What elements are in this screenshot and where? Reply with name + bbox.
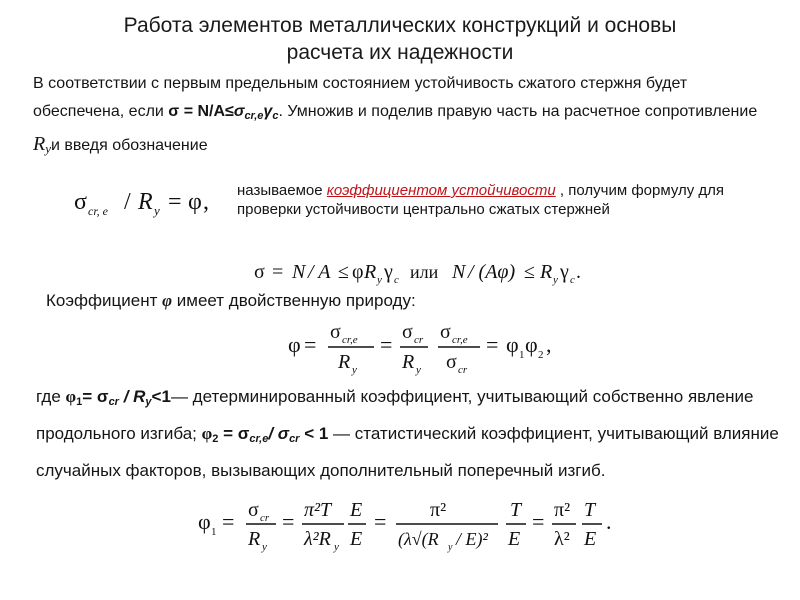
f4-phi-sub: 1 (211, 526, 217, 538)
p4-d: <1 (151, 387, 171, 406)
f4-a-num-sub: cr (260, 512, 270, 524)
p2-post: , получим формулу для проверки устойчивости центрально сжатых стержней (237, 182, 725, 218)
p1-text-a: В соответствии с первым предельным состоянием устойчивость сжатого стержня будет обеспечена, если (33, 75, 688, 120)
title-line-2: расчета их надежности (286, 41, 514, 64)
p1-sigma: σ (233, 103, 245, 120)
f3-d2: R (402, 351, 415, 373)
title-line-1: Работа элементов металлических конструкций и основы (123, 14, 677, 37)
f4-a-den-sub: y (262, 541, 267, 553)
f4-e-num: T (510, 499, 522, 521)
f2-gamma2: γ (560, 261, 569, 283)
formula-phi1-expansion (198, 497, 628, 555)
f4-b-den-sub: y (334, 541, 339, 553)
p4-phi1: φ (65, 387, 77, 406)
p1-text-b: . Умножив и поделив правую часть на расчетное сопротивление (278, 103, 758, 120)
f2-phi: φ (352, 261, 364, 283)
p1-sigma-sub: cr,e (244, 110, 264, 122)
f1-sigma: σ (74, 189, 87, 215)
f4-eq3: = (374, 509, 387, 534)
p1-ry-sub: y (45, 141, 51, 156)
paragraph-coefficient-description (237, 181, 782, 219)
slide-title (40, 12, 760, 66)
f4-d-den-sub: y (448, 542, 453, 553)
p4-b: = σ (82, 387, 109, 406)
p4-c-sub: y (145, 396, 152, 408)
f2-gamma: γ (384, 261, 393, 283)
p4-b-sub: cr (108, 396, 119, 408)
f2-gamma2-sub: c (570, 274, 575, 286)
f3-d3: σ (446, 351, 457, 373)
p4-g-sub: cr (289, 433, 300, 445)
f3-n1: σ (330, 321, 341, 343)
f4-f-den: λ² (554, 528, 570, 550)
f4-d-den-tail: / E)² (456, 529, 488, 549)
f2-slash-a2: / (Aφ) (468, 261, 516, 283)
p4-phi2-sub: 2 (212, 433, 219, 445)
formula-stability-check (252, 258, 602, 288)
p2-pre: называемое (237, 182, 327, 199)
f3-n2-sub: cr (414, 334, 424, 346)
p2-highlight: коэффициентом устойчивости (326, 182, 556, 199)
f2-slash-a: / A (308, 261, 331, 283)
f3-eq1: = (304, 332, 317, 357)
f4-b-den: λ²R (304, 528, 331, 550)
f2-dot: . (576, 261, 581, 283)
f3-eq2: = (380, 332, 393, 357)
f3-res: φ (506, 332, 519, 357)
f3-res-sub2: 2 (538, 349, 544, 361)
f3-d3-sub: cr (458, 364, 468, 376)
f1-sigma-sub: cr, e (88, 204, 108, 218)
f4-eq1: = (222, 509, 235, 534)
p1-gamma: γ (263, 103, 273, 120)
f3-comma: , (546, 332, 552, 357)
f2-r: R (364, 261, 377, 283)
p4-phi2: φ (201, 424, 213, 443)
f4-a-den: R (248, 528, 261, 550)
f2-r2-sub: y (553, 274, 558, 286)
f3-res-sub1: 1 (519, 349, 525, 361)
f4-g-den: E (584, 528, 597, 550)
f4-c-num: E (350, 499, 363, 521)
paragraph-phi-explanation (36, 381, 781, 487)
f1-comma: , (203, 189, 209, 215)
paragraph-stability-condition (33, 70, 778, 163)
f4-b-num: π²T (304, 499, 332, 521)
p1-condition: σ = N/A≤ (168, 103, 234, 120)
f2-gamma-sub: c (394, 274, 399, 286)
f1-slash: / (124, 189, 131, 215)
f2-or: или (410, 262, 439, 282)
paragraph-dual-nature (46, 289, 766, 313)
p4-h: < 1 (299, 424, 329, 443)
f2-le2: ≤ (524, 261, 535, 283)
p4-e: — детерминированный коэффициент, учитывающий собственно явление продольного изгиба; (36, 387, 754, 443)
p1-gamma-sub: c (272, 110, 279, 122)
f2-r2: R (540, 261, 553, 283)
p4-i: — статистический коэффициент, учитывающий влияние случайных факторов, вызывающих дополнительный поперечный изгиб. (36, 424, 779, 480)
f3-n3-sub: cr,e (452, 334, 468, 346)
f2-r-sub: y (377, 274, 382, 286)
f4-e-den: E (508, 528, 521, 550)
f2-n: N (292, 261, 306, 283)
f4-eq2: = (282, 509, 295, 534)
f1-phi: φ (188, 189, 202, 215)
formula-stability-coefficient (72, 184, 232, 220)
f3-d2-sub: y (416, 364, 421, 376)
f1-equals: = (168, 189, 182, 215)
f4-eq4: = (532, 509, 545, 534)
p4-f-sub: cr,e (249, 433, 269, 445)
p1-ry: R (33, 133, 46, 155)
f3-n1-sub: cr,e (342, 334, 358, 346)
f2-sigma: σ (254, 261, 265, 283)
f3-res2: φ (525, 332, 538, 357)
f3-d1-sub: y (352, 364, 357, 376)
f3-d1: R (338, 351, 351, 373)
f3-n2: σ (402, 321, 413, 343)
f1-r-sub: y (154, 203, 160, 218)
p3-pre: Коэффициент (46, 291, 163, 310)
f1-r: R (138, 189, 153, 215)
f4-d-den: (λ√(R (398, 529, 439, 549)
p1-text-c: и введя обозначение (51, 137, 208, 154)
f4-dot: . (606, 509, 612, 534)
f4-c-den: E (350, 528, 363, 550)
p3-phi: φ (162, 291, 173, 310)
f3-eq3: = (486, 332, 499, 357)
f4-g-num: T (584, 499, 596, 521)
p4-g: / σ (268, 424, 290, 443)
f2-eq: = (272, 261, 284, 283)
f2-le: ≤ (338, 261, 349, 283)
p4-a: где (36, 387, 66, 406)
f4-a-num: σ (248, 499, 259, 521)
p4-f: = σ (218, 424, 250, 443)
p4-c: / R (118, 387, 146, 406)
f2-n2: N (452, 261, 466, 283)
f4-phi: φ (198, 509, 211, 534)
formula-phi-decomposition (288, 318, 568, 378)
f3-phi: φ (288, 332, 301, 357)
f4-d-num: π² (430, 499, 447, 521)
f3-n3: σ (440, 321, 451, 343)
p4-phi1-sub: 1 (76, 396, 83, 408)
p3-post: имеет двойственную природу: (172, 291, 416, 310)
f4-f-num: π² (554, 499, 571, 521)
